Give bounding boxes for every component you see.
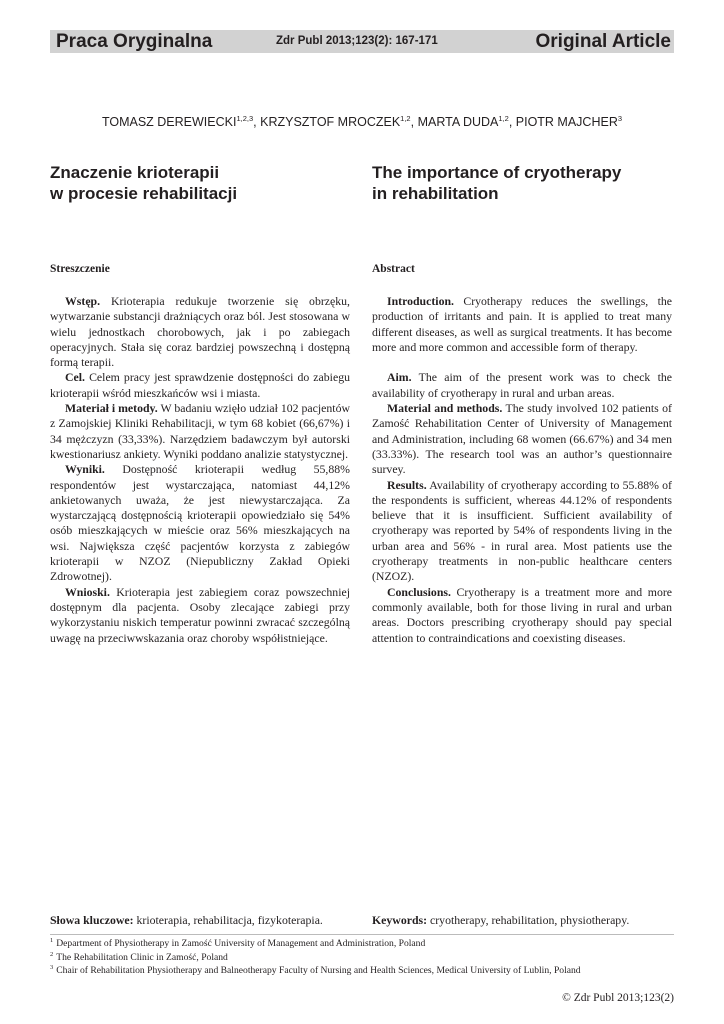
abstract-heading-english: Abstract xyxy=(372,263,415,275)
paragraph-label: Aim. xyxy=(387,370,412,385)
keywords-text: cryotherapy, rehabilitation, physiotherapy. xyxy=(430,913,630,927)
keywords-english xyxy=(372,913,629,928)
paragraph-text: Cryotherapy is a treatment more and more commonly available, both for those living in rural and urban areas. Doctors prescribing cryotherapy should pay special attention to contraindications and coexisting diseases. xyxy=(372,584,673,645)
paragraph-text: Cryotherapy reduces the swellings, the production of irritants and pain. It is applied to treat many different diseases, as well as surgical treatments. It has become more and more common and accessible form of therapy. xyxy=(372,294,672,354)
footnote-number: 3 xyxy=(50,964,54,971)
footnote-number: 2 xyxy=(50,950,54,958)
paragraph-label: Introduction. xyxy=(387,294,454,308)
header-section-pl: Praca Oryginalna xyxy=(56,31,213,52)
author-affiliation: 1,2,3 xyxy=(236,114,254,123)
paragraph-label: Material and methods. xyxy=(387,401,503,416)
paragraph-label: Materiał i metody. xyxy=(65,401,158,416)
paragraph-text: Krioterapia jest zabiegiem coraz powszechniej dostępnym dla pacjenta. Osoby zlecające zabiegi przy wykorzystaniu niskich temperatur powinni zwracać szczególną uwagę na przeciwwskazania oraz choroby współistniejące. xyxy=(50,584,350,645)
paragraph-label: Wyniki. xyxy=(65,462,105,477)
title-polish-line: Znaczenie krioterapii xyxy=(50,163,220,182)
paragraph-text: The study involved 102 patients of Zamość Rehabilitation Center of University of Management and Administration, including 68 women (66.67%) and 34 men (33.33%). The research tool was an author’s questionnaire survey. xyxy=(372,401,672,477)
title-polish-line: w procesie rehabilitacji xyxy=(50,184,238,203)
footnote-text: Department of Physiotherapy in Zamość University of Management and Administration, Poland xyxy=(56,938,426,949)
footnote-number: 1 xyxy=(50,937,54,944)
footnote xyxy=(50,964,581,978)
author-separator: , xyxy=(508,115,516,129)
keywords-label: Keywords: xyxy=(372,913,428,927)
abstract-paragraph-results xyxy=(50,462,350,584)
abstract-paragraph-conclusions xyxy=(50,585,350,646)
footnote-divider xyxy=(50,934,674,935)
author-affiliation: 3 xyxy=(617,114,623,123)
paragraph-text: Dostępność krioterapii według 55,88% respondentów jest wystarczająca, natomiast 44,12% ankietowanych uważa, że jest niewystarczająca. Za wystarczającą dostępnością krioterapii opowiedziało się 54% osób mieszkających w mieście oraz 56% mieszkających na wsi. Największa część pacjentów korzysta z zabiegów krioterapii w NZOZ (Niepubliczny Zakład Opieki Zdrowotnej). xyxy=(50,462,351,584)
abstract-paragraph-aim xyxy=(50,370,350,401)
title-polish xyxy=(50,162,237,204)
header-citation: Zdr Publ 2013;123(2): 167-171 xyxy=(276,35,438,47)
author-separator: , xyxy=(253,115,261,129)
author-list xyxy=(0,114,724,130)
journal-header-bar xyxy=(50,30,674,53)
paragraph-text: Krioterapia redukuje tworzenie się obrzęku, wytwarzanie substancji drażniących oraz ból. Jest stosowana w wielu jednostkach chorobowych, jak i po zabiegach operacyjnych. Stała się coraz bardziej powszechną i dostępną formą terapii. xyxy=(50,294,351,370)
abstract-paragraph-intro xyxy=(372,294,672,355)
keywords-label: Słowa kluczowe: xyxy=(50,913,134,927)
paragraph-label: Wstęp. xyxy=(65,294,101,308)
footnote-text: Chair of Rehabilitation Physiotherapy and Balneotherapy Faculty of Nursing and Health Sciences, Medical University of Lublin, Poland xyxy=(56,965,581,976)
paragraph-text: W badaniu wzięło udział 102 pacjentów z Zamojskiej Kliniki Rehabilitacji, w tym 68 kobiet (66,67%) i 34 mężczyzn (33,33%). Narzędziem badawczym był autorski kwestionariusz ankiety. Wyniki poddano analizie statystycznej. xyxy=(50,401,350,461)
title-english-line: in rehabilitation xyxy=(372,184,499,203)
paragraph-text: Availability of cryotherapy according to 55.88% of the respondents is sufficient, whereas 44.12% of respondents believe that it is insufficient. Sufficient availability of cryotherapy was reported by 54% of respondents living in the urban area and 56% - in rural area. Most patients use the cryotherapy treatments in non-public healthcare centers (NZOZ). xyxy=(372,477,672,584)
paragraph-label: Wnioski. xyxy=(65,584,110,599)
author-name: MARTA DUDA xyxy=(417,115,499,129)
paragraph-label: Results. xyxy=(387,477,427,492)
abstract-paragraph-aim xyxy=(372,370,672,401)
author-affiliation: 1,2 xyxy=(400,114,411,123)
author-name: KRZYSZTOF MROCZEK xyxy=(260,115,401,129)
abstract-paragraph-results xyxy=(372,478,672,585)
footnote xyxy=(50,937,425,951)
author-affiliation: 1,2 xyxy=(498,114,509,123)
title-english-line: The importance of cryotherapy xyxy=(372,163,622,182)
footnote xyxy=(50,951,228,965)
paragraph-text: Celem pracy jest sprawdzenie dostępności do zabiegu krioterapii wśród mieszkańców wsi i miasta. xyxy=(50,370,350,400)
paragraph-label: Cel. xyxy=(65,370,85,385)
abstract-polish xyxy=(50,294,350,646)
page-footer-citation: © Zdr Publ 2013;123(2) xyxy=(562,992,674,1004)
paragraph-label: Conclusions. xyxy=(387,584,451,599)
footnote-text: The Rehabilitation Clinic in Zamość, Poland xyxy=(56,951,228,963)
author-name: TOMASZ DEREWIECKI xyxy=(101,115,237,129)
author-name: PIOTR MAJCHER xyxy=(515,115,618,129)
abstract-paragraph-methods xyxy=(50,401,350,462)
abstract-heading-polish: Streszczenie xyxy=(50,263,110,275)
abstract-paragraph-intro xyxy=(50,294,350,370)
abstract-paragraph-methods xyxy=(372,401,672,477)
author-separator: , xyxy=(410,115,418,129)
title-english xyxy=(372,162,621,204)
paragraph-text: The aim of the present work was to check the availability of cryotherapy in rural and urban areas. xyxy=(372,370,673,400)
keywords-polish xyxy=(50,913,323,928)
abstract-english xyxy=(372,294,672,646)
header-section-en: Original Article xyxy=(535,31,671,52)
keywords-text: krioterapia, rehabilitacja, fizykoterapia. xyxy=(136,913,323,927)
abstract-paragraph-conclusions xyxy=(372,585,672,646)
